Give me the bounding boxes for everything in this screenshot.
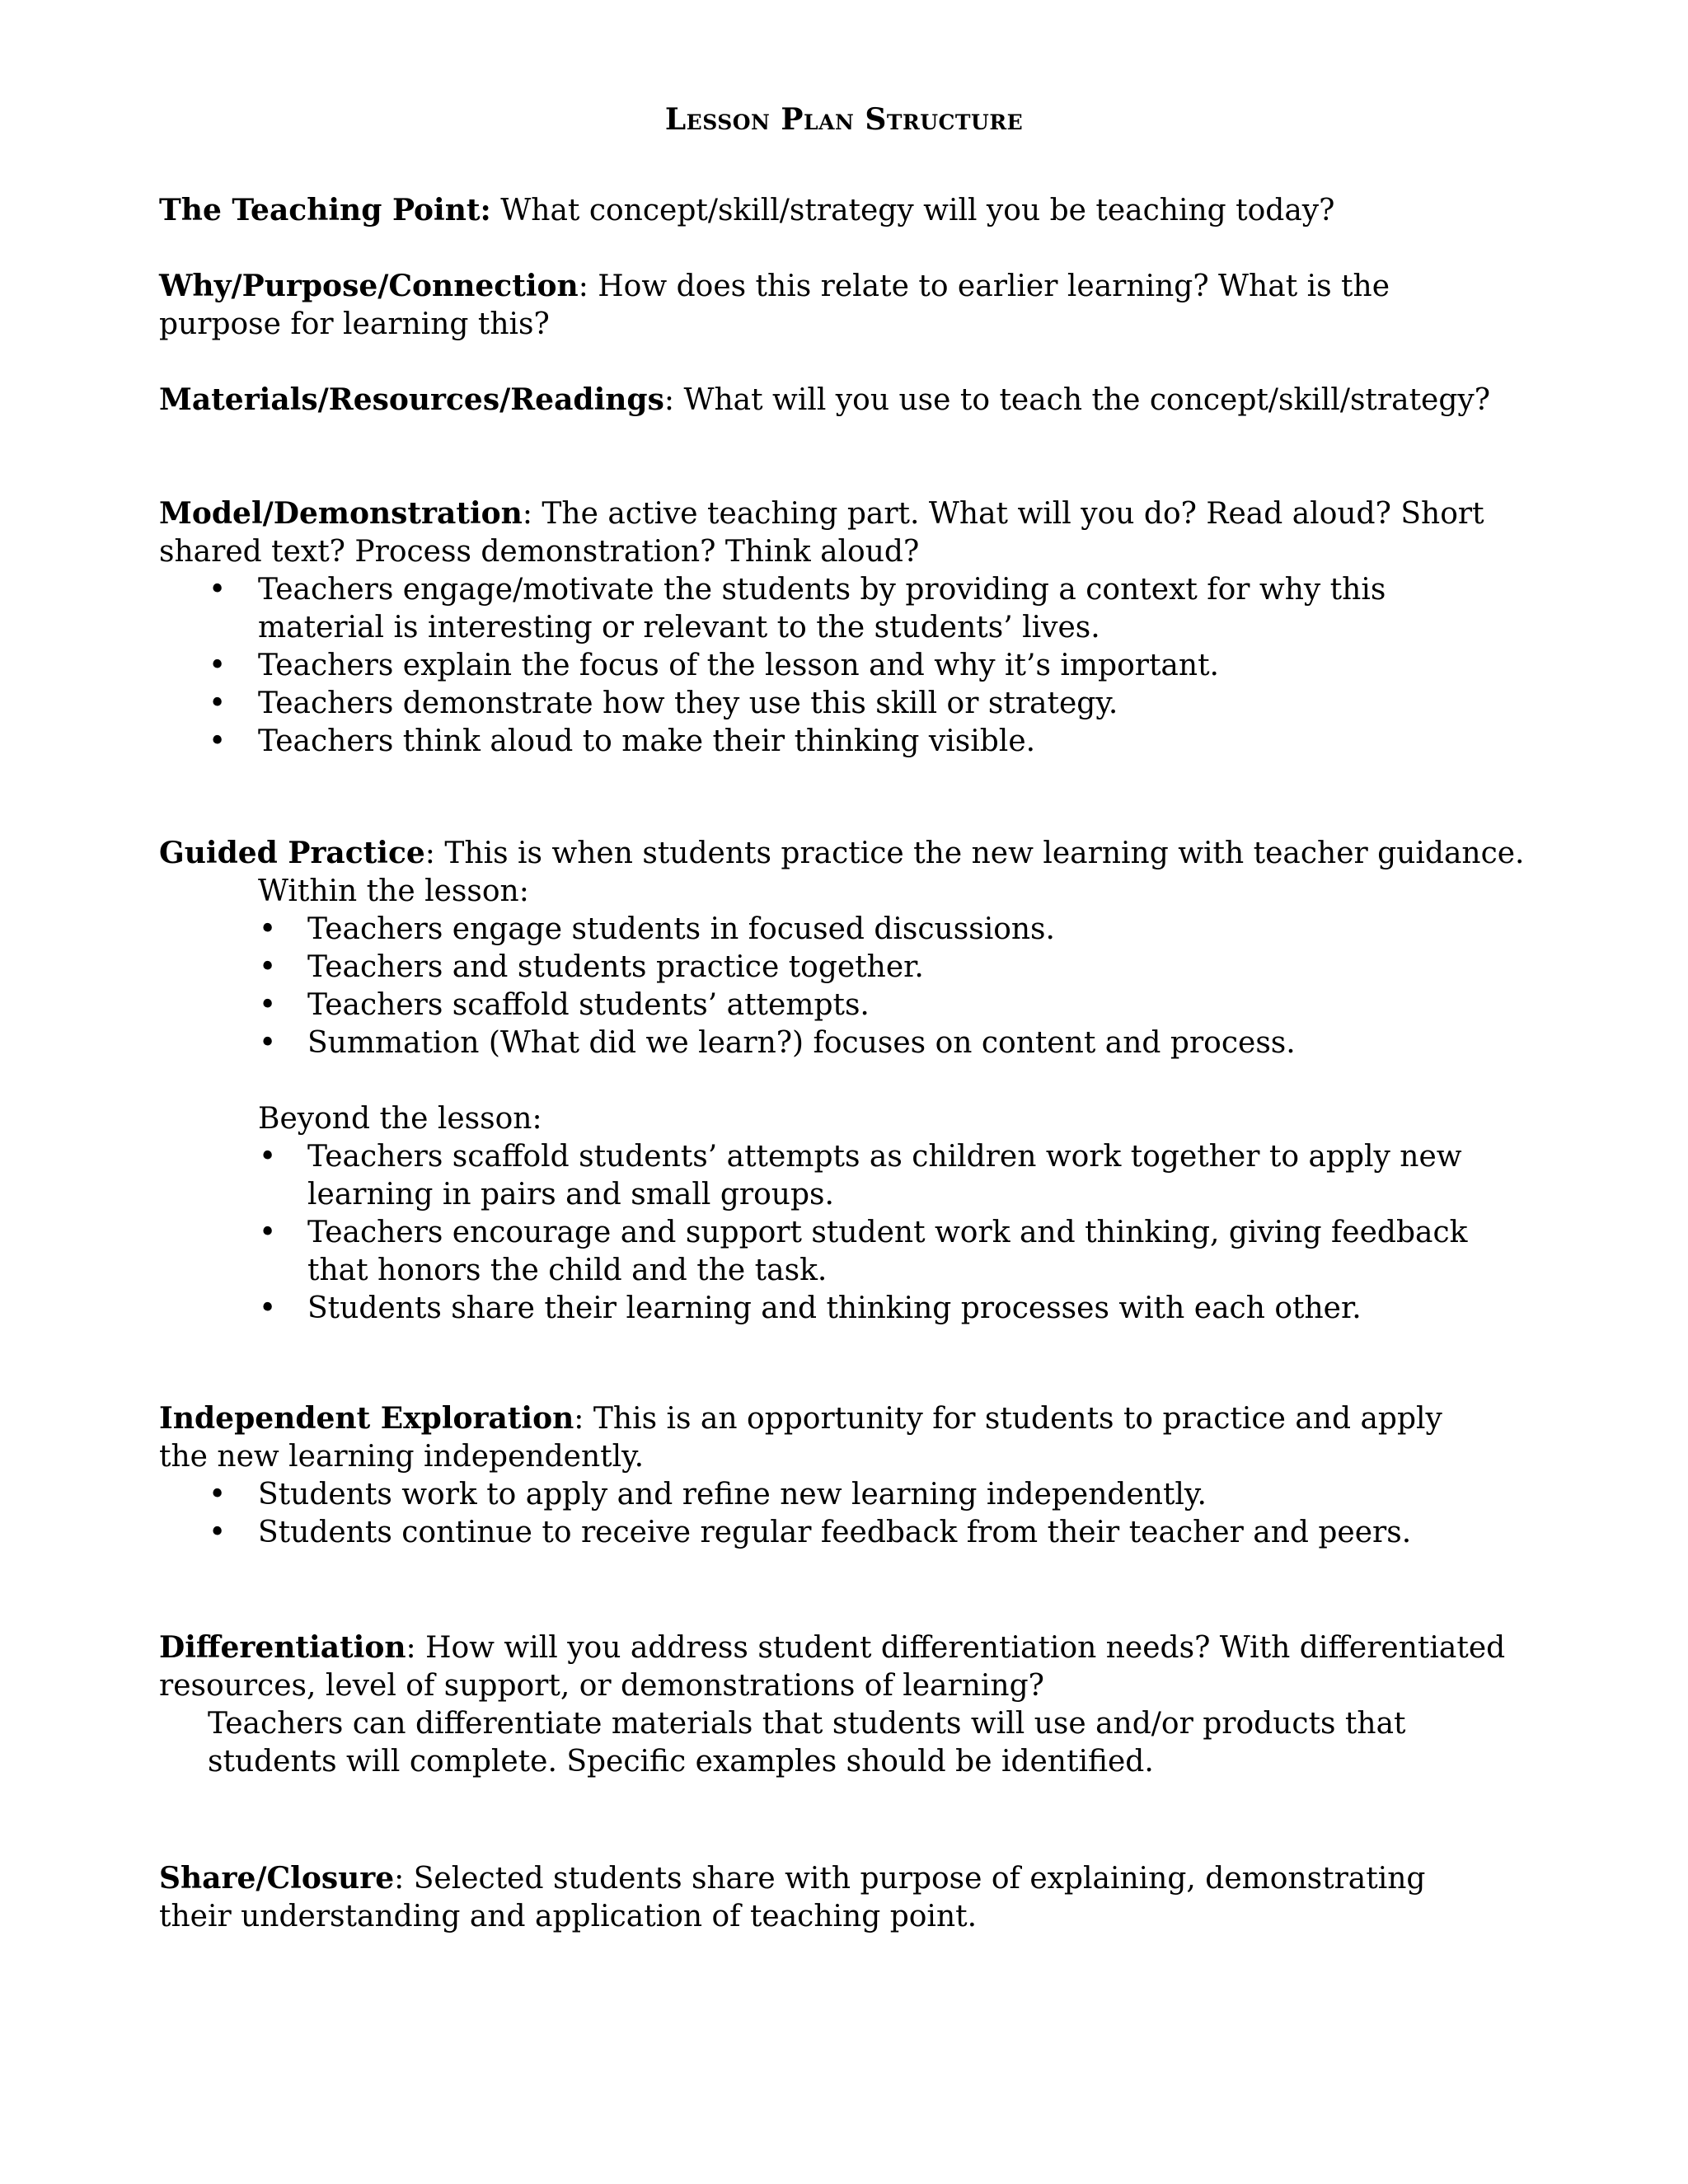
bullet-icon: • bbox=[209, 1478, 227, 1511]
bullet-icon: • bbox=[209, 573, 227, 607]
teaching-point-paragraph bbox=[159, 191, 1544, 230]
section-independent-exploration bbox=[159, 1399, 1445, 1552]
bullet-icon: • bbox=[259, 1140, 277, 1174]
model-heading: Model/Demonstration bbox=[159, 496, 523, 531]
section-model-demonstration bbox=[159, 494, 1486, 761]
list-item-text: Teachers explain the focus of the lesson and why it’s important. bbox=[258, 649, 1219, 682]
share-text: : Selected students share with purpose of explaining, demonstrating their understanding and application of teaching point. bbox=[159, 1862, 1426, 1933]
list-item bbox=[159, 1214, 1511, 1290]
list-item bbox=[159, 1024, 1544, 1062]
why-text: : How does this relate to earlier learning? What is the purpose for learning this? bbox=[159, 269, 1390, 341]
why-paragraph bbox=[159, 267, 1445, 344]
independent-heading: Independent Exploration bbox=[159, 1401, 574, 1436]
materials-heading: Materials/Resources/Readings bbox=[159, 382, 664, 417]
materials-text: : What will you use to teach the concept/skill/strategy? bbox=[663, 383, 1491, 417]
list-item bbox=[159, 1476, 1544, 1514]
independent-paragraph bbox=[159, 1399, 1445, 1476]
spacer bbox=[159, 1062, 1544, 1100]
list-item-text: Teachers scaffold students’ attempts. bbox=[307, 988, 870, 1022]
independent-text: : This is an opportunity for students to practice and apply the new learning independently. bbox=[159, 1402, 1442, 1474]
bullet-icon: • bbox=[209, 649, 227, 682]
differentiation-text: : How will you address student differentiation needs? With differentiated resources, level of support, or demonstrations of learning? bbox=[159, 1631, 1506, 1703]
section-materials bbox=[159, 381, 1544, 419]
section-teaching-point bbox=[159, 191, 1544, 230]
differentiation-paragraph bbox=[159, 1629, 1552, 1705]
list-item bbox=[159, 1514, 1544, 1552]
list-item bbox=[159, 571, 1445, 647]
list-item-text: Teachers demonstrate how they use this skill or strategy. bbox=[258, 687, 1118, 720]
guided-text: : This is when students practice the new learning with teacher guidance. bbox=[424, 837, 1525, 870]
share-heading: Share/Closure bbox=[159, 1861, 395, 1896]
list-item bbox=[159, 1290, 1511, 1328]
beyond-lesson-bullet-list bbox=[159, 1138, 1511, 1328]
list-item-text: Teachers think aloud to make their thinking visible. bbox=[258, 724, 1036, 758]
list-item bbox=[159, 685, 1445, 723]
model-text: : The active teaching part. What will you do? Read aloud? Short shared text? Process demonstration? Think aloud? bbox=[159, 497, 1484, 569]
list-item bbox=[159, 987, 1544, 1024]
independent-bullet-list bbox=[159, 1476, 1544, 1552]
bullet-icon: • bbox=[259, 988, 277, 1022]
list-item bbox=[159, 1138, 1511, 1214]
share-paragraph bbox=[159, 1859, 1445, 1936]
list-item-text: Teachers engage students in focused discussions. bbox=[307, 912, 1055, 946]
guided-heading: Guided Practice bbox=[159, 836, 425, 870]
list-item-text: Teachers encourage and support student work and thinking, giving feedback that honors the child and the task. bbox=[307, 1216, 1468, 1287]
teaching-point-heading: The Teaching Point: bbox=[159, 193, 491, 227]
within-lesson-label: Within the lesson: bbox=[258, 874, 529, 908]
list-item-text: Students share their learning and thinking processes with each other. bbox=[307, 1291, 1362, 1325]
model-paragraph bbox=[159, 494, 1486, 571]
list-item-text: Students work to apply and refine new learning independently. bbox=[258, 1478, 1207, 1511]
materials-paragraph bbox=[159, 381, 1544, 419]
list-item bbox=[159, 949, 1544, 987]
bullet-icon: • bbox=[259, 1026, 277, 1060]
list-item bbox=[159, 911, 1544, 949]
section-why-purpose bbox=[159, 267, 1445, 344]
model-bullet-list bbox=[159, 571, 1445, 761]
page-title: Lesson Plan Structure bbox=[664, 102, 1024, 137]
bullet-icon: • bbox=[259, 950, 277, 984]
bullet-icon: • bbox=[259, 1216, 277, 1249]
list-item-text: Students continue to receive regular feedback from their teacher and peers. bbox=[258, 1516, 1412, 1549]
teaching-point-text: What concept/skill/strategy will you be teaching today? bbox=[490, 194, 1335, 227]
bullet-icon: • bbox=[209, 687, 227, 720]
guided-paragraph bbox=[159, 834, 1544, 873]
list-item-text: Teachers engage/motivate the students by providing a context for why this material is interesting or relevant to the students’ lives. bbox=[258, 573, 1386, 644]
differentiation-note: Teachers can differentiate materials that students will use and/or products that students will complete. Specific examples should be identified. bbox=[208, 1707, 1406, 1779]
list-item-text: Teachers and students practice together. bbox=[307, 950, 924, 984]
section-differentiation bbox=[159, 1629, 1552, 1781]
bullet-icon: • bbox=[259, 1291, 277, 1325]
section-share-closure bbox=[159, 1859, 1445, 1936]
list-item-text: Summation (What did we learn?) focuses on content and process. bbox=[307, 1026, 1296, 1060]
bullet-icon: • bbox=[209, 1516, 227, 1549]
section-guided-practice bbox=[159, 834, 1544, 1328]
list-item bbox=[159, 723, 1445, 761]
beyond-lesson-label: Beyond the lesson: bbox=[258, 1102, 542, 1136]
within-lesson-bullet-list bbox=[159, 911, 1544, 1062]
differentiation-heading: Differentiation bbox=[159, 1630, 406, 1665]
list-item bbox=[159, 647, 1445, 685]
bullet-icon: • bbox=[259, 912, 277, 946]
list-item-text: Teachers scaffold students’ attempts as children work together to apply new learning in pairs and small groups. bbox=[307, 1140, 1462, 1212]
bullet-icon: • bbox=[209, 724, 227, 758]
why-heading: Why/Purpose/Connection bbox=[159, 269, 579, 303]
